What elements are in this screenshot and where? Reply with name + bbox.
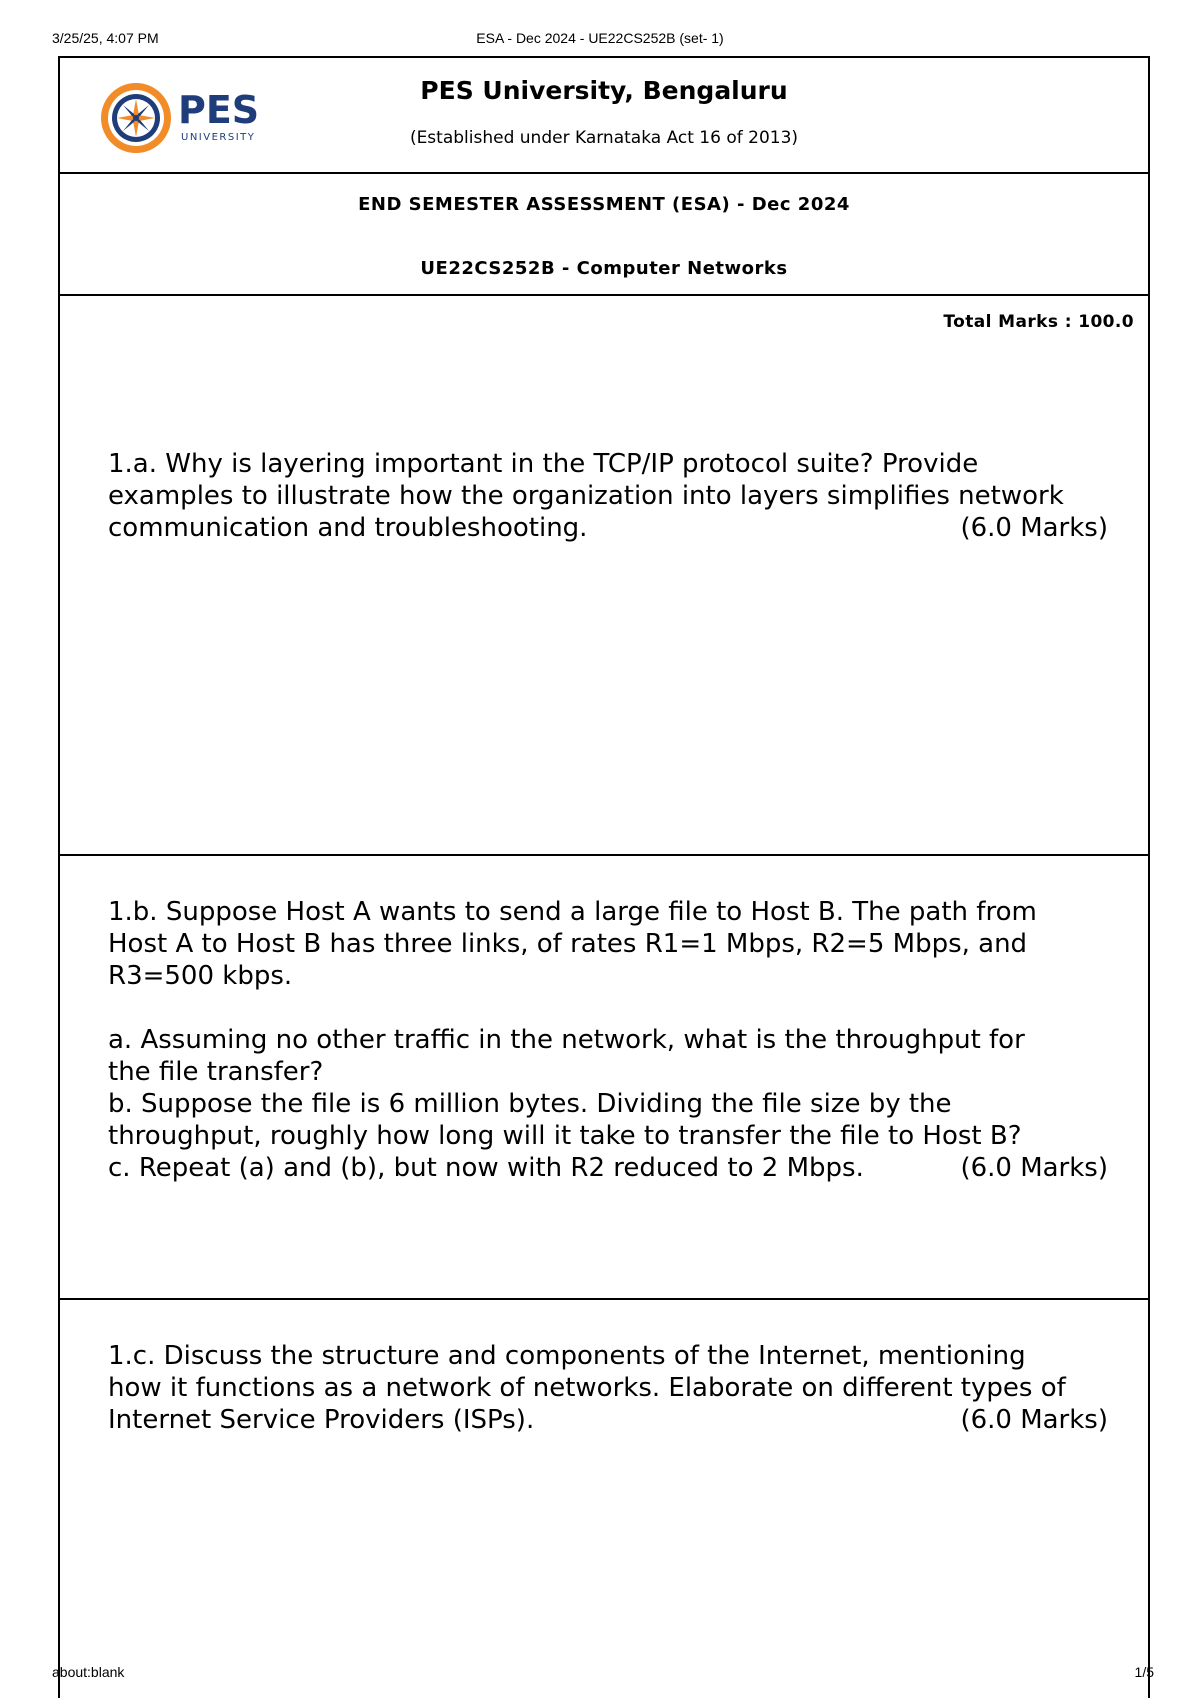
question-marks: (6.0 Marks): [960, 1153, 1108, 1183]
exam-paper: [58, 56, 1150, 1698]
question-line: 1.c. Discuss the structure and components of the Internet, mentioning: [108, 1341, 1026, 1371]
print-datetime: 3/25/25, 4:07 PM: [52, 30, 159, 46]
question-line: Host A to Host B has three links, of rates R1=1 Mbps, R2=5 Mbps, and: [108, 929, 1028, 959]
course-title: UE22CS252B - Computer Networks: [420, 258, 788, 279]
logo-subtext: UNIVERSITY: [181, 132, 256, 143]
question-line: R3=500 kbps.: [108, 961, 293, 991]
print-header: [0, 30, 1200, 50]
question-part-line: the file transfer?: [108, 1057, 324, 1087]
question-line: [108, 1404, 1108, 1436]
university-established: (Established under Karnataka Act 16 of 2013): [409, 128, 799, 148]
question-spacer: [108, 992, 1108, 1024]
question-marks: (6.0 Marks): [960, 513, 1108, 543]
question-line: examples to illustrate how the organization into layers simplifies network: [108, 481, 1064, 511]
question-text: [108, 896, 1108, 1184]
exam-title: END SEMESTER ASSESSMENT (ESA) - Dec 2024: [358, 194, 850, 215]
question-line-text: c. Repeat (a) and (b), but now with R2 reduced to 2 Mbps.: [108, 1153, 864, 1183]
question-line-text: communication and troubleshooting.: [108, 513, 588, 543]
question-text: [108, 448, 1108, 544]
print-footer: [0, 1664, 1200, 1684]
print-doc-title: ESA - Dec 2024 - UE22CS252B (set- 1): [476, 30, 724, 46]
university-header: [60, 58, 1148, 174]
total-marks: Total Marks : 100.0: [943, 312, 1134, 332]
print-url: about:blank: [52, 1664, 125, 1680]
question-part-line: throughput, roughly how long will it take to transfer the file to Host B?: [108, 1121, 1022, 1151]
exam-info: [60, 174, 1148, 296]
university-name: PES University, Bengaluru: [420, 76, 788, 105]
question-part-line: b. Suppose the file is 6 million bytes. Dividing the file size by the: [108, 1089, 952, 1119]
question-line: 1.a. Why is layering important in the TCP/IP protocol suite? Provide: [108, 449, 979, 479]
logo-text: PES: [178, 88, 260, 132]
question-line-text: Internet Service Providers (ISPs).: [108, 1405, 535, 1435]
question-1a: [60, 298, 1148, 856]
question-1c: [60, 1300, 1148, 1700]
question-line: how it functions as a network of networks. Elaborate on different types of: [108, 1373, 1066, 1403]
question-part-line: a. Assuming no other traffic in the network, what is the throughput for: [108, 1025, 1025, 1055]
question-part-line: [108, 1152, 1108, 1184]
question-text: [108, 1340, 1108, 1436]
question-1b: [60, 856, 1148, 1300]
question-marks: (6.0 Marks): [960, 1405, 1108, 1435]
print-page-number: 1/5: [1134, 1664, 1154, 1680]
question-line: [108, 512, 1108, 544]
question-line: 1.b. Suppose Host A wants to send a large file to Host B. The path from: [108, 897, 1037, 927]
